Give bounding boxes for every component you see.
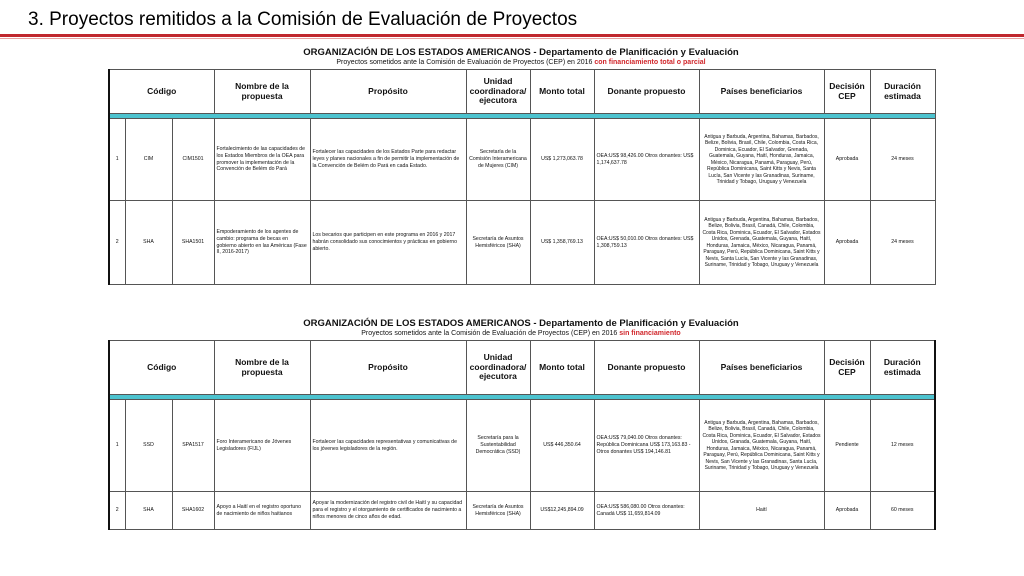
header-unidad: Unidad coordinadora/ ejecutora <box>466 341 530 395</box>
row-duracion: 12 meses <box>870 400 935 492</box>
table2-org-heading: ORGANIZACIÓN DE LOS ESTADOS AMERICANOS - Departamento de Planificación y Evaluación <box>303 318 739 329</box>
header-nombre: Nombre de la propuesta <box>214 70 310 114</box>
table1-org-heading: ORGANIZACIÓN DE LOS ESTADOS AMERICANOS - Departamento de Planificación y Evaluación <box>303 47 739 58</box>
row-number: 1 <box>109 119 125 201</box>
header-paises: Países beneficiarios <box>699 341 824 395</box>
header-decision: Decisión CEP <box>824 341 870 395</box>
header-proposito: Propósito <box>310 70 466 114</box>
row-monto: US$ 1,273,063.78 <box>530 119 594 201</box>
row-number: 2 <box>109 492 125 530</box>
table-row <box>109 201 935 285</box>
row-monto: US$ 446,350.64 <box>530 400 594 492</box>
row-unidad: Secretaría para la Sustentabilidad Democrática (SSD) <box>466 400 530 492</box>
row-unidad: Secretaría de Asuntos Hemisféricos (SHA) <box>466 492 530 530</box>
header-donante: Donante propuesto <box>594 341 699 395</box>
header-codigo: Código <box>109 341 214 395</box>
row-proposito: Fortalecer las capacidades de los Estados Parte para redactar leyes y planes nacionales a fin de permitir la implementación de la Convención de Belém do Pará en cada Estado. <box>310 119 466 201</box>
row-decision: Aprobada <box>824 492 870 530</box>
row-nombre: Foro Interamericano de Jóvenes Legisladores (FIJL) <box>214 400 310 492</box>
row-number: 2 <box>109 201 125 285</box>
slide-title: 3. Proyectos remitidos a la Comisión de Evaluación de Proyectos <box>28 9 578 30</box>
table-row <box>109 492 935 530</box>
title-underline <box>0 34 1024 37</box>
row-unidad: Secretaría de Asuntos Hemisféricos (SHA) <box>466 201 530 285</box>
table2-subtitle-highlight: sin financiamiento <box>619 330 681 337</box>
header-monto: Monto total <box>530 341 594 395</box>
row-donante: OEA:US$ 586,080.00 Otros donantes: Canadá US$ 11,659,814.09 <box>594 492 699 530</box>
row-code: CIM1501 <box>172 119 214 201</box>
table1-subtitle-prefix: Proyectos sometidos ante la Comisión de Evaluación de Proyectos (CEP) en 2016 <box>336 59 593 66</box>
table-row <box>109 119 935 201</box>
row-unit: SHA <box>125 492 172 530</box>
table1 <box>108 69 936 285</box>
row-duracion: 60 meses <box>870 492 935 530</box>
row-proposito: Apoyar la modernización del registro civil de Haití y su capacidad para el registro y el otorgamiento de certificados de nacimiento a niños menores de cinco años de edad. <box>310 492 466 530</box>
table1-block <box>108 47 934 285</box>
row-duracion: 24 meses <box>870 201 935 285</box>
table2 <box>108 340 936 530</box>
title-underline-thin <box>0 38 1024 39</box>
row-decision: Aprobada <box>824 201 870 285</box>
header-paises: Países beneficiarios <box>699 70 824 114</box>
header-duracion: Duración estimada <box>870 70 935 114</box>
row-code: SPA1517 <box>172 400 214 492</box>
row-code: SHA1501 <box>172 201 214 285</box>
table2-block <box>108 318 934 530</box>
header-unidad: Unidad coordinadora/ ejecutora <box>466 70 530 114</box>
row-duracion: 24 meses <box>870 119 935 201</box>
row-donante: OEA:US$ 79,040.00 Otros donantes: República Dominicana US$ 173,163.83 - Otros donantes US$ 194,146.81 <box>594 400 699 492</box>
row-paises: Haití <box>699 492 824 530</box>
row-nombre: Apoyo a Haití en el registro oportuno de nacimiento de niños haitianos <box>214 492 310 530</box>
table2-header-row <box>109 341 935 395</box>
row-decision: Aprobada <box>824 119 870 201</box>
table-row <box>109 400 935 492</box>
row-number: 1 <box>109 400 125 492</box>
header-donante: Donante propuesto <box>594 70 699 114</box>
row-nombre: Empoderamiento de los agentes de cambio: programa de becas en gobierno abierto en las Américas (Fase II, 2016-2017) <box>214 201 310 285</box>
table1-subtitle <box>108 59 934 66</box>
table2-subtitle-prefix: Proyectos sometidos ante la Comisión de Evaluación de Proyectos (CEP) en 2016 <box>361 330 618 337</box>
row-proposito: Los becarios que participen en este programa en 2016 y 2017 habrán consolidado sus conocimientos y prácticas en gobierno abierto. <box>310 201 466 285</box>
row-paises: Antigua y Barbuda, Argentina, Bahamas, Barbados, Belize, Bolivia, Brasil, Chile, Colombia, Costa Rica, Dominica, Ecuador, El Salvador, Grenada, Guatemala, Guyana, Haití, Honduras, Jamaica, México, Nicaragua, Panamá, Paraguay, Perú, República Dominicana, Saint Kitts y Nevis, Santa Lucía, San Vicente y las Granadinas, Suriname, Trinidad y Tobago, Uruguay y Venezuela <box>699 119 824 201</box>
row-unit: CIM <box>125 119 172 201</box>
row-proposito: Fortalecer las capacidades representativas y comunicativas de los jóvenes legisladores de la región. <box>310 400 466 492</box>
table1-subtitle-highlight: con financiamiento total o parcial <box>594 59 706 66</box>
row-nombre: Fortalecimiento de las capacidades de los Estados Miembros de la OEA para promover la implementación de la Convención de Belém do Pará <box>214 119 310 201</box>
row-monto: US$ 1,358,769.13 <box>530 201 594 285</box>
header-codigo: Código <box>109 70 214 114</box>
row-unidad: Secretaría de la Comisión Interamericana de Mujeres (CIM) <box>466 119 530 201</box>
header-proposito: Propósito <box>310 341 466 395</box>
row-decision: Pendiente <box>824 400 870 492</box>
header-decision: Decisión CEP <box>824 70 870 114</box>
table2-subtitle <box>108 330 934 337</box>
header-duracion: Duración estimada <box>870 341 935 395</box>
row-donante: OEA:US$ 98,426.00 Otros donantes: US$ 1,174,637.78 <box>594 119 699 201</box>
row-unit: SSD <box>125 400 172 492</box>
row-donante: OEA:US$ 50,010.00 Otros donantes: US$ 1,308,759.13 <box>594 201 699 285</box>
row-paises: Antigua y Barbuda, Argentina, Bahamas, Barbados, Belize, Bolivia, Brasil, Canadá, Chile, Colombia, Costa Rica, Dominica, Ecuador, El Salvador, Estados Unidos, Granada, Guatemala, Guyana, Haití, Honduras, Jamaica, México, Nicaragua, Panamá, Paraguay, Perú, República Dominicana, Saint Kitts y Nevis, San Vicente y las Granadinas, Santa Lucía, Suriname, Trinidad y Tobago, Uruguay y Venezuela <box>699 400 824 492</box>
row-paises: Antigua y Barbuda, Argentina, Bahamas, Barbados, Belize, Bolivia, Brasil, Canadá, Chile, Colombia, Costa Rica, Dominica, Ecuador, El Salvador, Estados Unidos, Grenada, Guatemala, Guyana, Haití, Honduras, Jamaica, México, Nicaragua, Panamá, Paraguay, Perú, República Dominicana, Saint Kitts y Nevis, Santa Lucía, San Vicente y las Granadinas, Suriname, Trinidad y Tobago, Uruguay y Venezuela <box>699 201 824 285</box>
table1-header-row <box>109 70 935 114</box>
row-unit: SHA <box>125 201 172 285</box>
row-code: SHA1602 <box>172 492 214 530</box>
row-monto: US$12,245,894.09 <box>530 492 594 530</box>
header-monto: Monto total <box>530 70 594 114</box>
header-nombre: Nombre de la propuesta <box>214 341 310 395</box>
